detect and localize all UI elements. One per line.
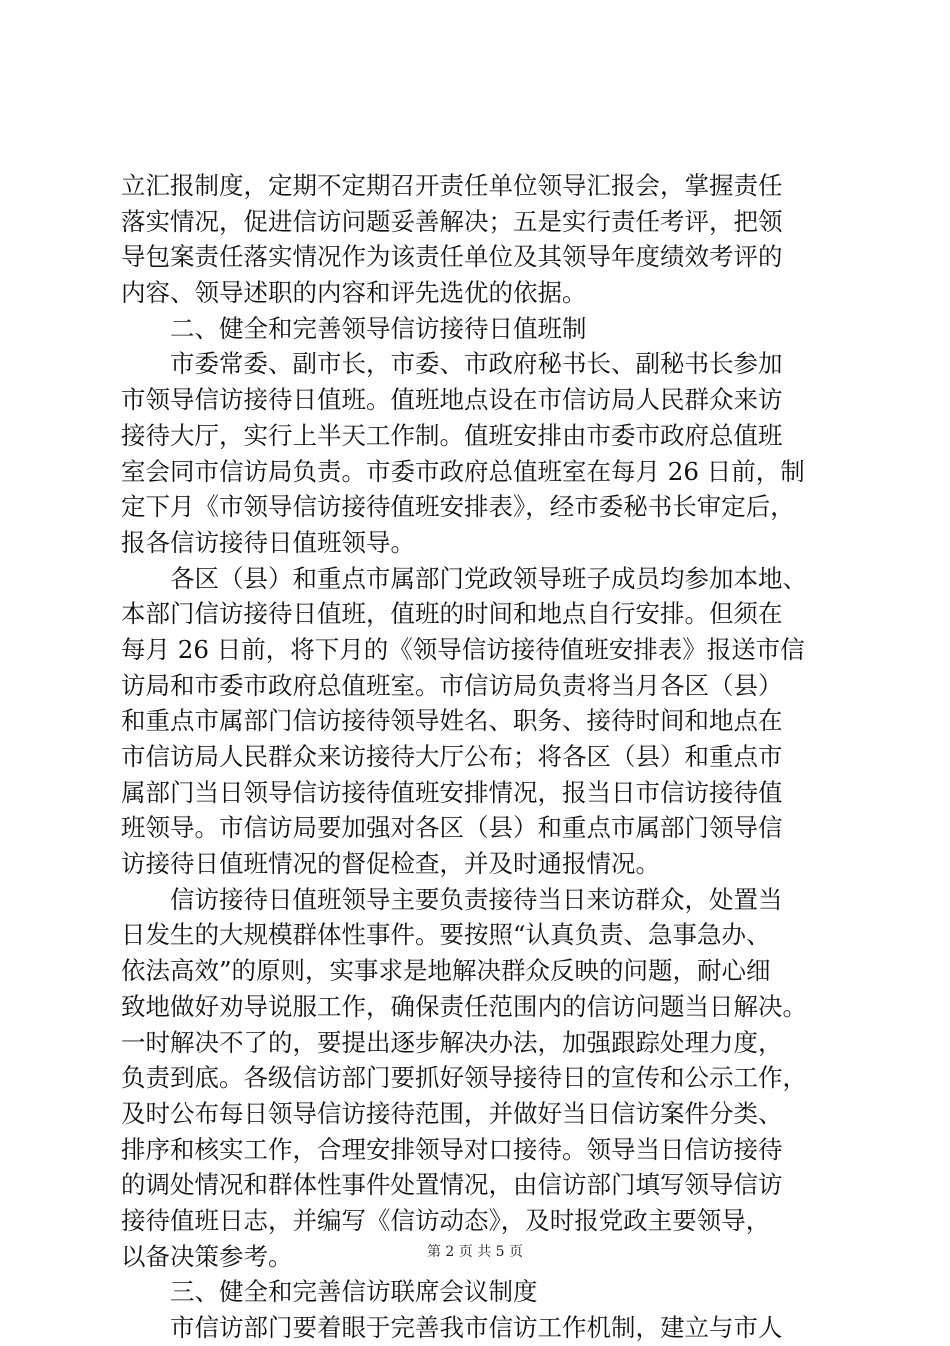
text-line: 定下月《市领导信访接待值班安排表》，经市委秘书长审定后，: [121, 492, 795, 522]
text-line: 接待值班日志，并编写《信访动态》，及时报党政主要领导，: [121, 1205, 771, 1235]
text-line: 室会同市信访局负责。市委市政府总值班室在每月 26 日前，制: [121, 456, 805, 486]
text-line: 属部门当日领导信访接待值班安排情况，报当日市信访接待值: [121, 777, 783, 807]
text-line: 导包案责任落实情况作为该责任单位及其领导年度绩效考评的: [121, 242, 783, 272]
text-line: 每月 26 日前，将下月的《领导信访接待值班安排表》报送市信: [121, 634, 805, 664]
text-line: 市信访局人民群众来访接待大厅公布；将各区（县）和重点市: [121, 742, 783, 771]
document-body: [121, 168, 833, 1346]
text-line: 一时解决不了的，要提出逐步解决办法，加强跟踪处理力度，: [121, 1027, 783, 1057]
text-line: 负责到底。各级信访部门要抓好领导接待日的宣传和公示工作，: [121, 1063, 807, 1093]
text-line: 访局和市委市政府总值班室。市信访局负责将当月各区（县）: [121, 670, 783, 700]
text-line: 以备决策参考。: [121, 1241, 293, 1271]
text-line: 信访接待日值班领导主要负责接待当日来访群众，处置当: [121, 884, 783, 914]
text-line: 本部门信访接待日值班，值班的时间和地点自行安排。但须在: [121, 599, 783, 629]
text-line: 内容、领导述职的内容和评先选优的依据。: [121, 278, 587, 308]
text-line: 的调处情况和群体性事件处置情况，由信访部门填写领导信访: [121, 1170, 783, 1200]
text-line: 立汇报制度，定期不定期召开责任单位领导汇报会，掌握责任: [121, 171, 783, 200]
text-line: 依法高效”的原则，实事求是地解决群众反映的问题，耐心细: [121, 956, 771, 986]
page-number-footer: 第 2 页 共 5 页: [426, 1244, 524, 1260]
text-line: 报各信访接待日值班领导。: [121, 527, 415, 557]
text-line: 接待大厅，实行上半天工作制。值班安排由市委市政府总值班: [121, 420, 783, 450]
text-line: 排序和核实工作，合理安排领导对口接待。领导当日信访接待: [121, 1134, 783, 1164]
section-heading: 二、健全和完善领导信访接待日值班制: [121, 313, 587, 343]
text-line: 各区（县）和重点市属部门党政领导班子成员均参加本地、: [121, 563, 807, 593]
text-line: 和重点市属部门信访接待领导姓名、职务、接待时间和地点在: [121, 706, 783, 736]
section-heading: 三、健全和完善信访联席会议制度: [121, 1277, 538, 1307]
text-line: 致地做好劝导说服工作，确保责任范围内的信访问题当日解决。: [121, 991, 807, 1021]
text-line: 市领导信访接待日值班。值班地点设在市信访局人民群众来访: [121, 385, 783, 415]
text-line: 访接待日值班情况的督促检查，并及时通报情况。: [121, 849, 660, 879]
text-line: 落实情况，促进信访问题妥善解决；五是实行责任考评，把领: [121, 206, 783, 236]
text-line: 市委常委、副市长，市委、市政府秘书长、副秘书长参加: [121, 349, 783, 379]
text-line: 及时公布每日领导信访接待范围，并做好当日信访案件分类、: [121, 1098, 783, 1128]
text-line: 市信访部门要着眼于完善我市信访工作机制，建立与市人: [121, 1313, 783, 1342]
text-line: 班领导。市信访局要加强对各区（县）和重点市属部门领导信: [121, 813, 783, 843]
text-line: 日发生的大规模群体性事件。要按照“认真负责、急事急办、: [121, 920, 771, 950]
